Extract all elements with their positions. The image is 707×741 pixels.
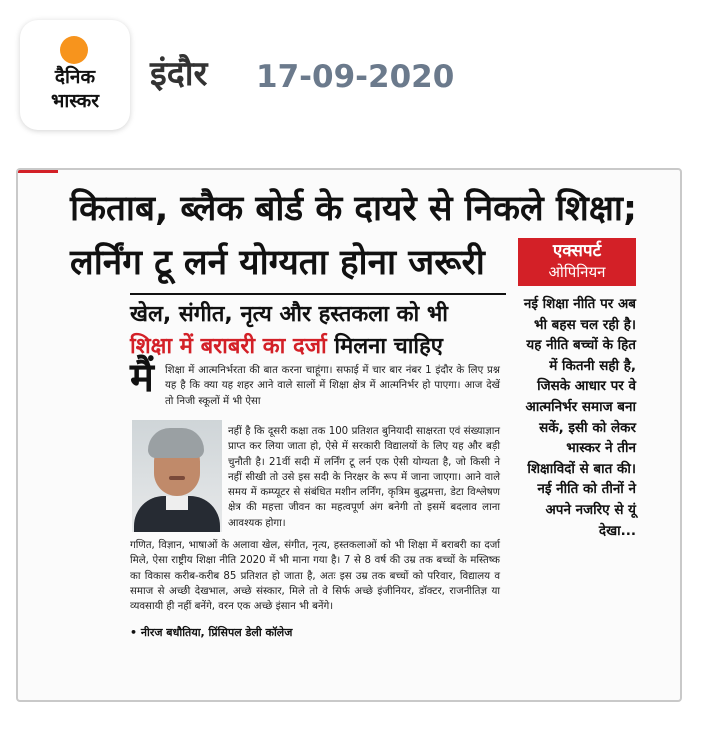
article-paragraph-top: शिक्षा में आत्मनिर्भरता की बात करना चाहूंगा। सफाई में चार बार नंबर 1 इंदौर के लिए प्रश्न यह है कि क्या यह शहर आने वाले सालों में शिक्षा क्षेत्र में आत्मनिर्भर हो पाएगा। आज देखें तो निजी स्कूलों में भी ऐसा (165, 365, 500, 407)
logo-text-line2: भास्कर (50, 90, 100, 112)
subheadline-highlight: शिक्षा में बराबरी का दर्जा (130, 334, 327, 359)
badge-line1: एक्सपर्ट (552, 241, 602, 261)
subheadline-line1: खेल, संगीत, नृत्य और हस्तकला को भी (130, 302, 448, 327)
headline-line2: लर्निंग टू लर्न योग्यता होना जरूरी (70, 243, 485, 283)
expert-opinion-badge (518, 238, 636, 286)
badge-line2: ओपिनियन (548, 263, 606, 281)
article-paragraph-middle: नहीं है कि दूसरी कक्षा तक 100 प्रतिशत बुनियादी साक्षरता एवं संख्याज्ञान प्राप्त कर लिया जाता हो, ऐसे में सरकारी विद्यालयों के लिए यह और बड़ी चुनौती है। 21वीं सदी में लर्निंग टू लर्न एक ऐसी योग्यता है, जो किसी ने नहीं सीखी तो उसे इस सदी के निरक्षर के रूप में जाना जाएगा। आने वाले समय में कम्प्यूटर से संबंधित मशीन लर्निंग, कृत्रिम बुद्धमत्ता, डेटा विश्लेषण क्षेत्र की महत्ता जीवन का महत्वपूर्ण अंग बनेगी तो इसमें बदलाव लाना आवश्यक होगा। (228, 426, 500, 529)
edition-date: 17-09-2020 (256, 59, 455, 95)
expert-intro-text: नई शिक्षा नीति पर अब भी बहस चल रही है। यह नीति बच्चों के हित में कितनी सही है, जिसके आधार पर वे आत्मनिर्भर समाज बना सकें, इसी को लेकर भास्कर ने तीन शिक्षाविदों से बात की। नई नीति को तीनों ने अपने नजरिए से यूं देखा... (523, 296, 636, 539)
author-byline: • नीरज बधौतिया, प्रिंसिपल डेली कॉलेज (130, 626, 293, 639)
drop-cap: मैं (130, 355, 154, 401)
newspaper-clipping (16, 168, 682, 702)
author-photo (132, 420, 222, 532)
subheadline-rest: मिलना चाहिए (326, 334, 443, 359)
accent-bar (18, 170, 58, 173)
sun-icon (60, 36, 88, 64)
subheadline-line2 (130, 332, 443, 362)
headline-line1: किताब, ब्लैक बोर्ड के दायरे से निकले शिक्षा; (70, 189, 637, 229)
dainik-bhaskar-logo (20, 20, 130, 130)
edition-city: इंदौर (150, 54, 208, 94)
article-paragraph-bottom: गणित, विज्ञान, भाषाओं के अलावा खेल, संगीत, नृत्य, हस्तकलाओं को भी शिक्षा में बराबरी का दर्जा मिले, ऐसा राष्ट्रीय शिक्षा नीति 2020 में भी माना गया है। 7 से 8 वर्ष की उम्र तक बच्चों के मस्तिष्क का विकास करीब-करीब 85 प्रतिशत हो जाता है, अतः इस उम्र तक बच्चों को परिवार, विद्यालय व समाज से अच्छी देखभाल, अच्छे संस्कार, मिले तो वे सिर्फ अच्छे इंजीनियर, डॉक्टर, राजनीतिज्ञ या व्यवसायी ही नहीं बनेंगे, वरन एक अच्छे इंसान भी बनेंगे। (130, 540, 500, 613)
divider (130, 293, 506, 295)
logo-text-line1: दैनिक (54, 66, 96, 88)
